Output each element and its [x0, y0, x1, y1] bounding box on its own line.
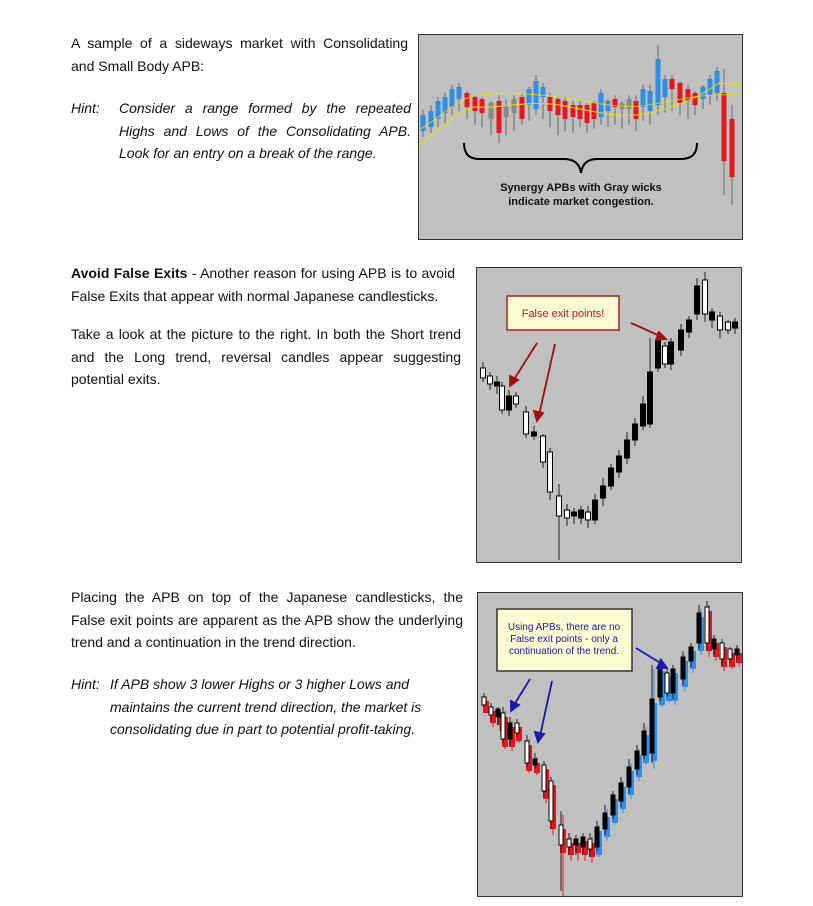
apb-callout-line2: False exit points - only a [510, 634, 618, 645]
congestion-brace [464, 143, 697, 173]
candle-body [634, 101, 639, 119]
candle-body [670, 79, 675, 89]
candle-body [500, 386, 505, 410]
candle-body [601, 486, 606, 498]
candle-body [512, 99, 517, 113]
candle-body [693, 93, 698, 105]
candle-body [617, 456, 622, 472]
candle-body [504, 105, 509, 117]
candle-body [480, 99, 485, 113]
candle-body [681, 657, 685, 679]
candle-body [665, 673, 669, 693]
candle-body [496, 709, 500, 717]
chart-annotation-line1: Synergy APBs with Gray wicks [500, 182, 662, 194]
lead-rest: - Another reason for using APB is to avoid False Exits that appear with normal Japanese candlesticks. [71, 265, 455, 304]
candle-body [712, 639, 716, 649]
candle-body [633, 424, 638, 440]
japanese-candles-chart [476, 267, 742, 563]
candle-body [563, 101, 568, 119]
hint-label: Hint: [71, 676, 100, 692]
candle-body [650, 699, 654, 753]
candle-body [648, 91, 653, 111]
candle-body [663, 346, 668, 364]
candle-body [695, 286, 700, 314]
candle-body [671, 669, 675, 693]
candle-body [642, 731, 646, 755]
candle-body [635, 751, 639, 769]
candle-body [718, 316, 723, 330]
candle-body [567, 839, 571, 847]
candle-body [726, 322, 731, 330]
candle-body [730, 119, 735, 177]
candle-body [603, 813, 607, 829]
candle-body [533, 759, 537, 765]
avoid-false-exits-heading: Avoid False Exits [71, 265, 188, 281]
candle-body [457, 87, 462, 99]
candle-body [541, 436, 546, 462]
apb-callout-line3: continuation of the trend. [508, 646, 620, 657]
section3-hint [71, 673, 451, 743]
candle-body [495, 382, 500, 386]
candle-body [656, 59, 661, 105]
section2-paragraph: Take a look at the picture to the right. In both the Short trend and the Long trend, reversal candles appear suggesting potential exits. [71, 326, 461, 387]
candles-group [421, 45, 735, 205]
section1-text: A sample of a sideways market with Consolidating and Small Body APB: [71, 35, 408, 74]
candle-body [489, 707, 493, 715]
candle-body [482, 697, 486, 705]
section1-hint [71, 97, 411, 167]
candle-body [658, 667, 662, 697]
candle-body [697, 613, 701, 643]
candle-body [586, 512, 591, 520]
candle-body [588, 839, 592, 849]
apb-callout-line1: Using APBs, there are no [507, 622, 621, 633]
candle-body [473, 97, 478, 111]
candle-body [574, 839, 578, 845]
candle-body [593, 500, 598, 520]
false-exit-callout-text: False exit points! [521, 308, 605, 320]
candle-body [579, 510, 584, 518]
candle-body [720, 643, 724, 659]
candle-body [606, 101, 611, 111]
candle-body [565, 510, 570, 518]
candle-body [687, 320, 692, 332]
candle-body [532, 432, 537, 436]
candle-body [524, 412, 529, 434]
hint-text: Consider a range formed by the repeated Highs and Lows of the Consolidating APB. Look for an entry on a break of the range. [119, 100, 411, 161]
candle-body [465, 93, 470, 107]
candle-body [557, 496, 562, 516]
candle-body [627, 767, 631, 787]
candle-body [525, 741, 529, 763]
candle-body [715, 71, 720, 93]
candle-body [703, 280, 708, 314]
candle-body [527, 89, 532, 105]
hint-text: If APB show 3 lower Highs or 3 higher Lows and maintains the current trend direction, the market is consolidating due in part to potential profit-taking. [110, 676, 422, 737]
candle-body [689, 647, 693, 661]
section2-lead-paragraph [71, 262, 455, 307]
candle-body [549, 781, 553, 821]
candle-body [728, 649, 732, 659]
candle-body [508, 723, 512, 739]
candle-body [611, 795, 615, 815]
candle-body [507, 396, 512, 410]
candle-body [663, 79, 668, 97]
candle-body [710, 312, 715, 320]
chart-annotation-line2: indicate market congestion. [508, 196, 654, 208]
candle-body [656, 340, 661, 368]
candle-body [627, 99, 632, 109]
candle-body [705, 607, 709, 643]
candle-body [450, 89, 455, 107]
candle-body [481, 368, 486, 378]
candle-body [578, 105, 583, 119]
candle-body [515, 723, 519, 733]
candle-body [548, 452, 553, 492]
candle-body [556, 99, 561, 115]
apb-overlay-chart [477, 592, 743, 897]
hint-label: Hint: [71, 100, 100, 116]
candle-body [559, 825, 563, 845]
candle-body [572, 512, 577, 516]
candle-body [733, 322, 738, 328]
candle-body [501, 713, 505, 739]
candle-body [595, 827, 599, 847]
candle-body [641, 404, 646, 426]
candle-body [648, 372, 653, 424]
candle-body [520, 97, 525, 119]
candle-body [581, 837, 585, 847]
candle-body [609, 468, 614, 486]
candle-body [429, 111, 434, 127]
candle-body [489, 103, 494, 119]
candle-body [585, 105, 590, 123]
candle-body [722, 93, 727, 161]
candle-body [619, 783, 623, 801]
candle-body [735, 649, 739, 655]
sideways-market-chart [418, 34, 743, 240]
candle-body [708, 79, 713, 95]
candle-body [514, 396, 519, 404]
candle-body [641, 89, 646, 107]
candle-body [679, 330, 684, 350]
candle-body [625, 440, 630, 458]
candle-body [488, 376, 493, 384]
candle-body [669, 342, 674, 364]
section3-paragraph: Placing the APB on top of the Japanese candlesticks, the False exit points are apparent as the APB show the underlying trend and a continuation in the trend direction. [71, 589, 463, 650]
candle-body [542, 765, 546, 791]
